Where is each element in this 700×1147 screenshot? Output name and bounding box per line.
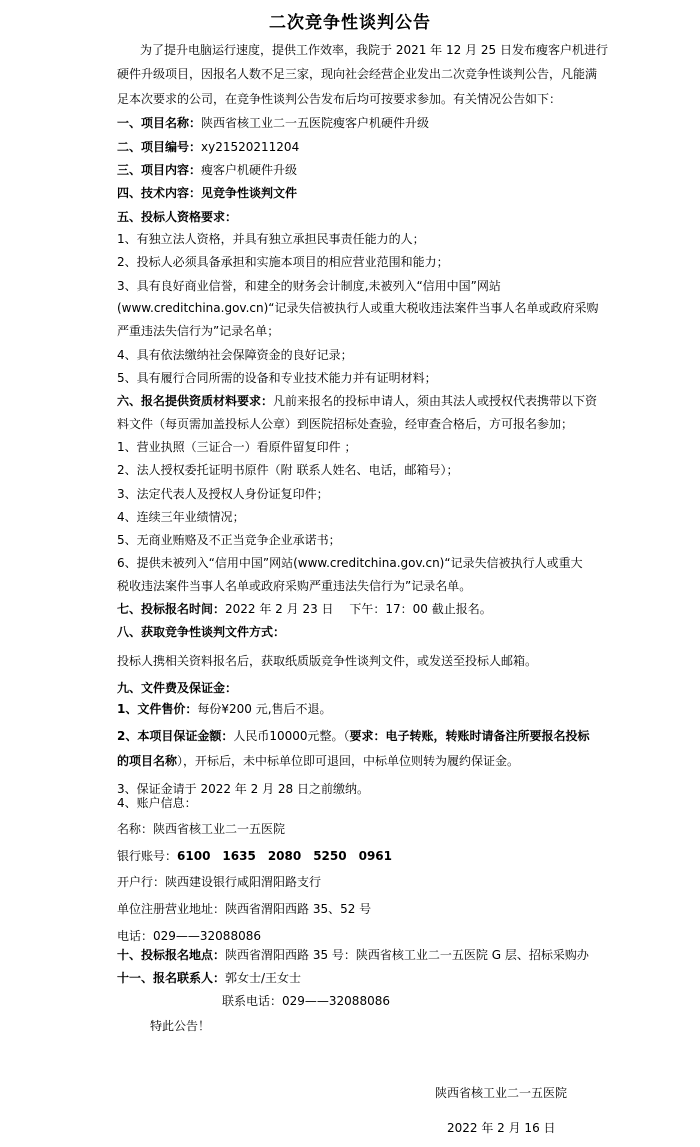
section-technical-content: 四、技术内容：见竞争性谈判文件 — [117, 186, 298, 200]
bank-name: 开户行：陕西建设银行咸阳渭阳路支行 — [117, 875, 322, 889]
section-fees-heading: 九、文件费及保证金： — [117, 681, 238, 695]
section-materials — [117, 391, 677, 411]
section-label: 二、项目编号： — [117, 140, 202, 154]
section-value: 瘦客户机硬件升级 — [201, 163, 298, 177]
section-contact — [117, 968, 677, 988]
section-label: 十一、报名联系人： — [117, 971, 226, 985]
section-label: 一、项目名称： — [117, 116, 202, 130]
section-value: 凡前来报名的投标申请人，须由其法人或授权代表携带以下资 — [273, 394, 598, 408]
account-info-heading: 4、账户信息： — [117, 796, 197, 810]
qualification-item: 4、具有依法缴纳社会保障资金的良好记录； — [117, 348, 353, 362]
fee-value: 每份¥200 元,售后不退。 — [197, 702, 332, 716]
account-number: 6100 1635 2080 5250 0961 — [177, 849, 393, 863]
deposit-requirement-2: 的项目名称 — [117, 754, 178, 768]
phone: 电话：029——32088086 — [117, 929, 261, 943]
materials-item: 2、法人授权委托证明书原件（附 联系人姓名、电话，邮箱号）； — [117, 463, 459, 477]
qualification-item: 1、有独立法人资格，并具有独立承担民事责任能力的人； — [117, 232, 425, 246]
qualification-item: 严重违法失信行为”记录名单； — [117, 324, 280, 338]
deposit-requirement: 要求：电子转账，转账时请备注所要报名投标 — [349, 729, 590, 743]
section-value: 陕西省渭阳西路 35 号：陕西省核工业二一五医院 G 层、招标采购办 — [225, 948, 589, 962]
section-project-content — [117, 160, 677, 180]
deposit-tail: ），开标后，未中标单位即可退回，中标单位则转为履约保证金。 — [177, 754, 520, 768]
section-value: 陕西省核工业二一五医院瘦客户机硬件升级 — [201, 116, 430, 130]
section-registration-location — [117, 945, 677, 965]
materials-item: 税收违法案件当事人名单或政府采购严重违法失信行为”记录名单。 — [117, 579, 472, 593]
deposit-line-2 — [117, 751, 677, 771]
section-label: 六、报名提供资质材料要求： — [117, 394, 274, 408]
materials-item: 3、法定代表人及授权人身份证复印件； — [117, 487, 329, 501]
materials-item: 5、无商业贿赂及不正当竞争企业承诺书； — [117, 533, 341, 547]
registered-address: 单位注册营业地址：陕西省渭阳西路 35、52 号 — [117, 902, 372, 916]
materials-text: 料文件（每页需加盖投标人公章）到医院招标处查验，经审查合格后，方可报名参加； — [117, 417, 574, 431]
page-title: 二次竞争性谈判公告 — [269, 13, 431, 33]
intro-line-1: 为了提升电脑运行速度，提供工作效率，我院于 2021 年 12 月 25 日发布瘦客户机进行 — [140, 43, 608, 57]
contact-phone: 联系电话：029——32088086 — [222, 994, 390, 1008]
section-value: 郭女士/王女士 — [225, 971, 302, 985]
closing-text: 特此公告！ — [150, 1019, 211, 1033]
fee-label: 1、文件售价： — [117, 702, 198, 716]
section-label: 七、投标报名时间： — [117, 602, 226, 616]
materials-item: 1、营业执照（三证合一）看原件留复印件 ； — [117, 440, 357, 454]
materials-item: 4、连续三年业绩情况； — [117, 510, 245, 524]
qualification-item: (www.creditchina.gov.cn)“记录失信被执行人或重大税收违法案件当事人名单或政府采购 — [117, 301, 599, 315]
qualification-item: 3、具有良好商业信誉，和建全的财务会计制度,未被列入“信用中国”网站 — [117, 279, 501, 293]
section-label: 十、投标报名地点： — [117, 948, 226, 962]
qualification-item: 5、具有履行合同所需的设备和专业技术能力并有证明材料； — [117, 371, 437, 385]
section-value: 2022 年 2 月 23 日 下午：17：00 截止报名。 — [225, 602, 492, 616]
account-number-label: 银行账号： — [117, 849, 178, 863]
intro-line-3: 足本次要求的公司，在竞争性谈判公告发布后均可按要求参加。有关情况公告如下： — [117, 92, 562, 106]
section-project-number — [117, 137, 677, 157]
qualification-item: 2、投标人必须具备承担和实施本项目的相应营业范围和能力； — [117, 255, 449, 269]
deposit-label: 2、本项目保证金额： — [117, 729, 234, 743]
fee-line — [117, 699, 677, 719]
obtain-documents-text: 投标人携相关资料报名后，获取纸质版竞争性谈判文件，或发送至投标人邮箱。 — [117, 654, 538, 668]
materials-item: 6、提供未被列入“信用中国”网站(www.creditchina.gov.cn)“记录失信被执行人或重大 — [117, 556, 583, 570]
deposit-line — [117, 726, 677, 746]
signature-org: 陕西省核工业二一五医院 — [435, 1086, 568, 1100]
section-value: xy21520211204 — [201, 140, 300, 154]
intro-line-2: 硬件升级项目，因报名人数不足三家，现向社会经营企业发出二次竞争性谈判公告，凡能满 — [117, 67, 598, 81]
section-label: 三、项目内容： — [117, 163, 202, 177]
section-registration-time — [117, 599, 677, 619]
section-project-name — [117, 113, 677, 133]
signature-date: 2022 年 2 月 16 日 — [447, 1121, 556, 1135]
deposit-deadline: 3、保证金请于 2022 年 2 月 28 日之前缴纳。 — [117, 782, 369, 796]
account-name: 名称：陕西省核工业二一五医院 — [117, 822, 286, 836]
section-obtain-documents: 八、获取竞争性谈判文件方式： — [117, 625, 286, 639]
section-qualification-heading: 五、投标人资格要求： — [117, 210, 238, 224]
account-number-line — [117, 846, 677, 866]
deposit-value: 人民币10000元整。（ — [233, 729, 350, 743]
